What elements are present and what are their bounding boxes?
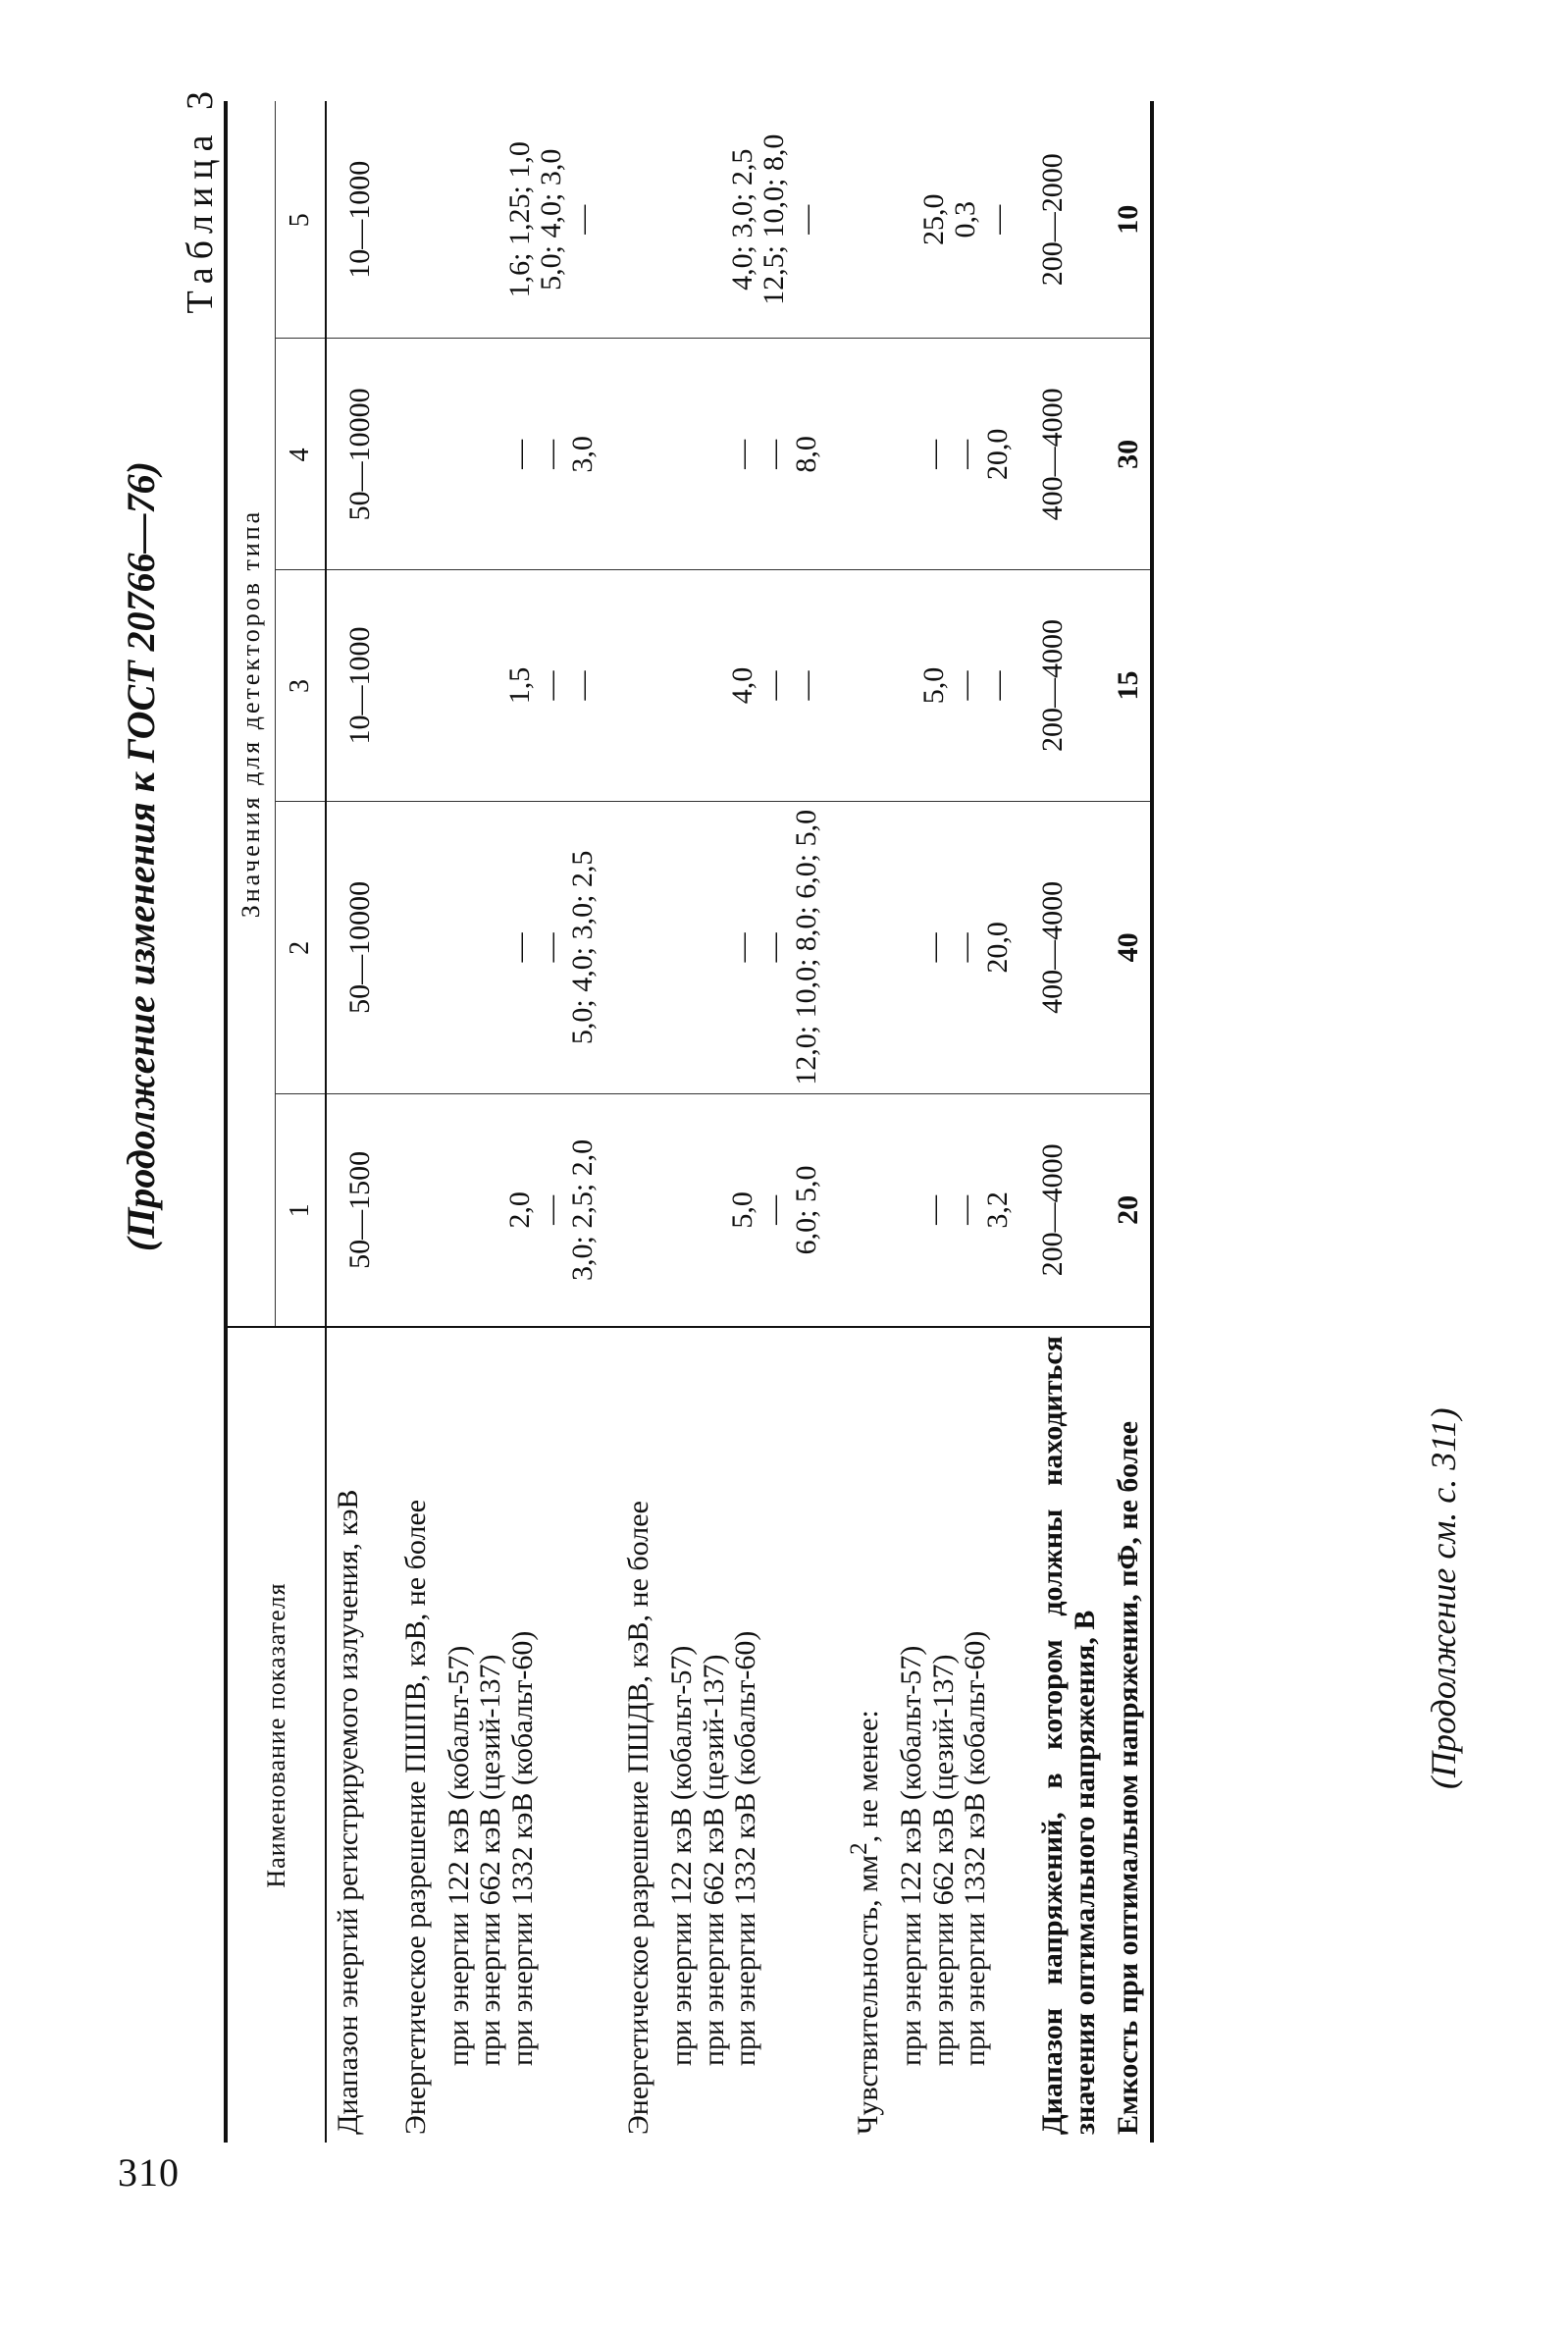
value: —: [535, 932, 568, 963]
value: 4,0: [725, 666, 758, 705]
subitem: при энергии 1332 кэВ (кобальт-60): [959, 1630, 992, 2066]
value-cell: [383, 1093, 605, 1327]
value: —: [725, 932, 758, 963]
value: 3,2: [980, 1191, 1014, 1229]
value: 50—10000: [343, 388, 377, 521]
subitem: при энергии 122 кэВ (кобальт-57): [895, 1645, 928, 2066]
value: 25,0: [917, 193, 951, 245]
value-cell: [828, 339, 1019, 570]
table-label: Таблица 3: [180, 83, 221, 314]
value-cell: [383, 570, 605, 802]
value: 6,0; 5,0: [789, 1165, 822, 1255]
value: 0,3: [949, 200, 982, 238]
subitem: при энергии 662 кэВ (цезий-137): [926, 1654, 960, 2066]
row-name-cell: [828, 1327, 1019, 2143]
value-cell: [828, 570, 1019, 802]
value-cell: [326, 801, 382, 1093]
table-row-resolution-pshpv: [383, 101, 605, 2143]
row-name: Диапазон энергий регистрируемого излучения, кэВ: [332, 1489, 365, 2135]
value: —: [917, 1194, 951, 1225]
table-row-sensitivity: [828, 101, 1019, 2143]
subitem: при энергии 122 кэВ (кобальт-57): [665, 1645, 699, 2066]
value-cell: [1107, 801, 1152, 1093]
value: —: [535, 439, 568, 469]
value-cell: [828, 801, 1019, 1093]
subitem: при энергии 122 кэВ (кобальт-57): [443, 1645, 476, 2066]
value: 5,0; 4,0; 3,0; 2,5: [566, 850, 600, 1045]
value: —: [502, 932, 536, 963]
value-cell: [326, 339, 382, 570]
subitem-list: [666, 1336, 761, 2135]
value: 5,0: [917, 666, 951, 705]
value: 50—10000: [343, 880, 377, 1014]
row-name: Энергетическое разрешение ПШДВ, кэВ, не более: [621, 1501, 654, 2135]
value: 30: [1112, 439, 1144, 469]
value: —: [566, 670, 600, 701]
table-header-row: [226, 101, 276, 2143]
value: 20,0: [980, 428, 1014, 481]
value: 10: [1112, 204, 1144, 235]
value: 1,5: [502, 666, 536, 705]
table-row-resolution-pshdv: [605, 101, 828, 2143]
row-name-cell: [326, 1327, 382, 2143]
table-container: [224, 101, 1154, 2143]
value: —: [725, 439, 758, 469]
value: 10—1000: [343, 160, 377, 279]
value: —: [917, 439, 951, 469]
column-header-1: 1: [276, 1093, 327, 1327]
value: 3,0; 2,5; 2,0: [566, 1138, 600, 1281]
value-cell: [1019, 339, 1107, 570]
table-row-voltage-range: [1019, 101, 1107, 2143]
value: 400—4000: [1036, 388, 1070, 521]
subitem-list: [896, 1336, 991, 2135]
column-header-2: 2: [276, 801, 327, 1093]
value-cell: [383, 339, 605, 570]
value: 5,0: [725, 1191, 758, 1229]
value-cell: [605, 339, 828, 570]
value: 200—4000: [1036, 1143, 1070, 1277]
subitem: при энергии 1332 кэВ (кобальт-60): [729, 1630, 762, 2066]
value-cell: [1019, 1093, 1107, 1327]
value: —: [566, 204, 600, 235]
column-header-4: 4: [276, 339, 327, 570]
subitem: при энергии 662 кэВ (цезий-137): [697, 1654, 730, 2066]
value: —: [980, 670, 1014, 701]
value: —: [758, 1194, 791, 1225]
value-cell: [326, 1093, 382, 1327]
value-cell: [1019, 801, 1107, 1093]
value: 200—4000: [1036, 619, 1070, 753]
value: 400—4000: [1036, 880, 1070, 1014]
value: —: [502, 439, 536, 469]
value: 20: [1112, 1194, 1144, 1225]
value-cell: [828, 101, 1019, 339]
value-cell: [1107, 570, 1152, 802]
value: 2,0: [502, 1191, 536, 1229]
page-number: 310: [118, 2150, 180, 2195]
value-cell: [605, 801, 828, 1093]
row-name: Диапазон напряжений, в котором должны находиться значения оптимального напряжения, В: [1036, 1336, 1101, 2135]
value: 20,0: [980, 922, 1014, 974]
column-header-5: 5: [276, 101, 327, 339]
value: —: [758, 932, 791, 963]
value-cell: [1019, 101, 1107, 339]
value: —: [535, 1194, 568, 1225]
row-name-prefix: Чувствительность, мм: [852, 1854, 885, 2135]
value: 10—1000: [343, 626, 377, 745]
continuation-header: (Продолжение изменения к ГОСТ 20766—76): [119, 461, 163, 1252]
value-cell: [326, 570, 382, 802]
value: —: [949, 932, 982, 963]
value: 5,0; 4,0; 3,0: [535, 148, 568, 291]
continuation-footer-note: (Продолжение см. с. 311): [1424, 1407, 1463, 1789]
row-name: Энергетическое разрешение ПШПВ, кэВ, не более: [398, 1499, 432, 2135]
value: —: [535, 670, 568, 701]
value-cell: [1019, 570, 1107, 802]
row-name-suffix: , не менее:: [852, 1710, 885, 1843]
subitem: при энергии 662 кэВ (цезий-137): [474, 1654, 507, 2066]
value-cell: [1107, 1093, 1152, 1327]
value-cell: [605, 101, 828, 339]
row-name: [846, 1336, 884, 2135]
value-cell: [1107, 339, 1152, 570]
table-row-energy-range: [326, 101, 382, 2143]
value-cell: [326, 101, 382, 339]
value: 4,0; 3,0; 2,5: [725, 148, 758, 291]
value-cell: [605, 570, 828, 802]
value: —: [789, 204, 822, 235]
value: 50—1500: [343, 1150, 377, 1269]
row-name-cell: [605, 1327, 828, 2143]
name-column-header: Наименование показателя: [226, 1327, 326, 2143]
column-header-3: 3: [276, 570, 327, 802]
value-cell: [383, 101, 605, 339]
row-name-cell: [1019, 1327, 1107, 2143]
value-cell: [383, 801, 605, 1093]
value: 15: [1112, 670, 1144, 701]
row-name-superscript: 2: [846, 1842, 873, 1855]
row-name-cell: [383, 1327, 605, 2143]
value: 3,0: [566, 436, 600, 473]
data-table: [224, 101, 1154, 2143]
value: 8,0: [789, 436, 822, 473]
value: —: [917, 932, 951, 963]
table-row-capacitance: [1107, 101, 1152, 2143]
value: —: [789, 670, 822, 701]
value: 200—2000: [1036, 153, 1070, 287]
value: 40: [1112, 932, 1144, 963]
value: —: [758, 439, 791, 469]
value: —: [949, 1194, 982, 1225]
value: —: [949, 670, 982, 701]
value: —: [949, 439, 982, 469]
value-cell: [828, 1093, 1019, 1327]
row-name-cell: [1107, 1327, 1152, 2143]
value: —: [980, 204, 1014, 235]
value: 12,0; 10,0; 8,0; 6,0; 5,0: [789, 809, 822, 1085]
row-name: Емкость при оптимальном напряжении, пФ, не более: [1112, 1420, 1144, 2135]
value: 12,5; 10,0; 8,0: [758, 133, 791, 305]
value: —: [758, 670, 791, 701]
subitem: при энергии 1332 кэВ (кобальт-60): [505, 1630, 539, 2066]
value-cell: [1107, 101, 1152, 339]
value: 1,6; 1,25; 1,0: [502, 141, 536, 298]
subitem-list: [444, 1336, 539, 2135]
value-cell: [605, 1093, 828, 1327]
values-group-header: Значения для детекторов типа: [226, 101, 276, 1327]
